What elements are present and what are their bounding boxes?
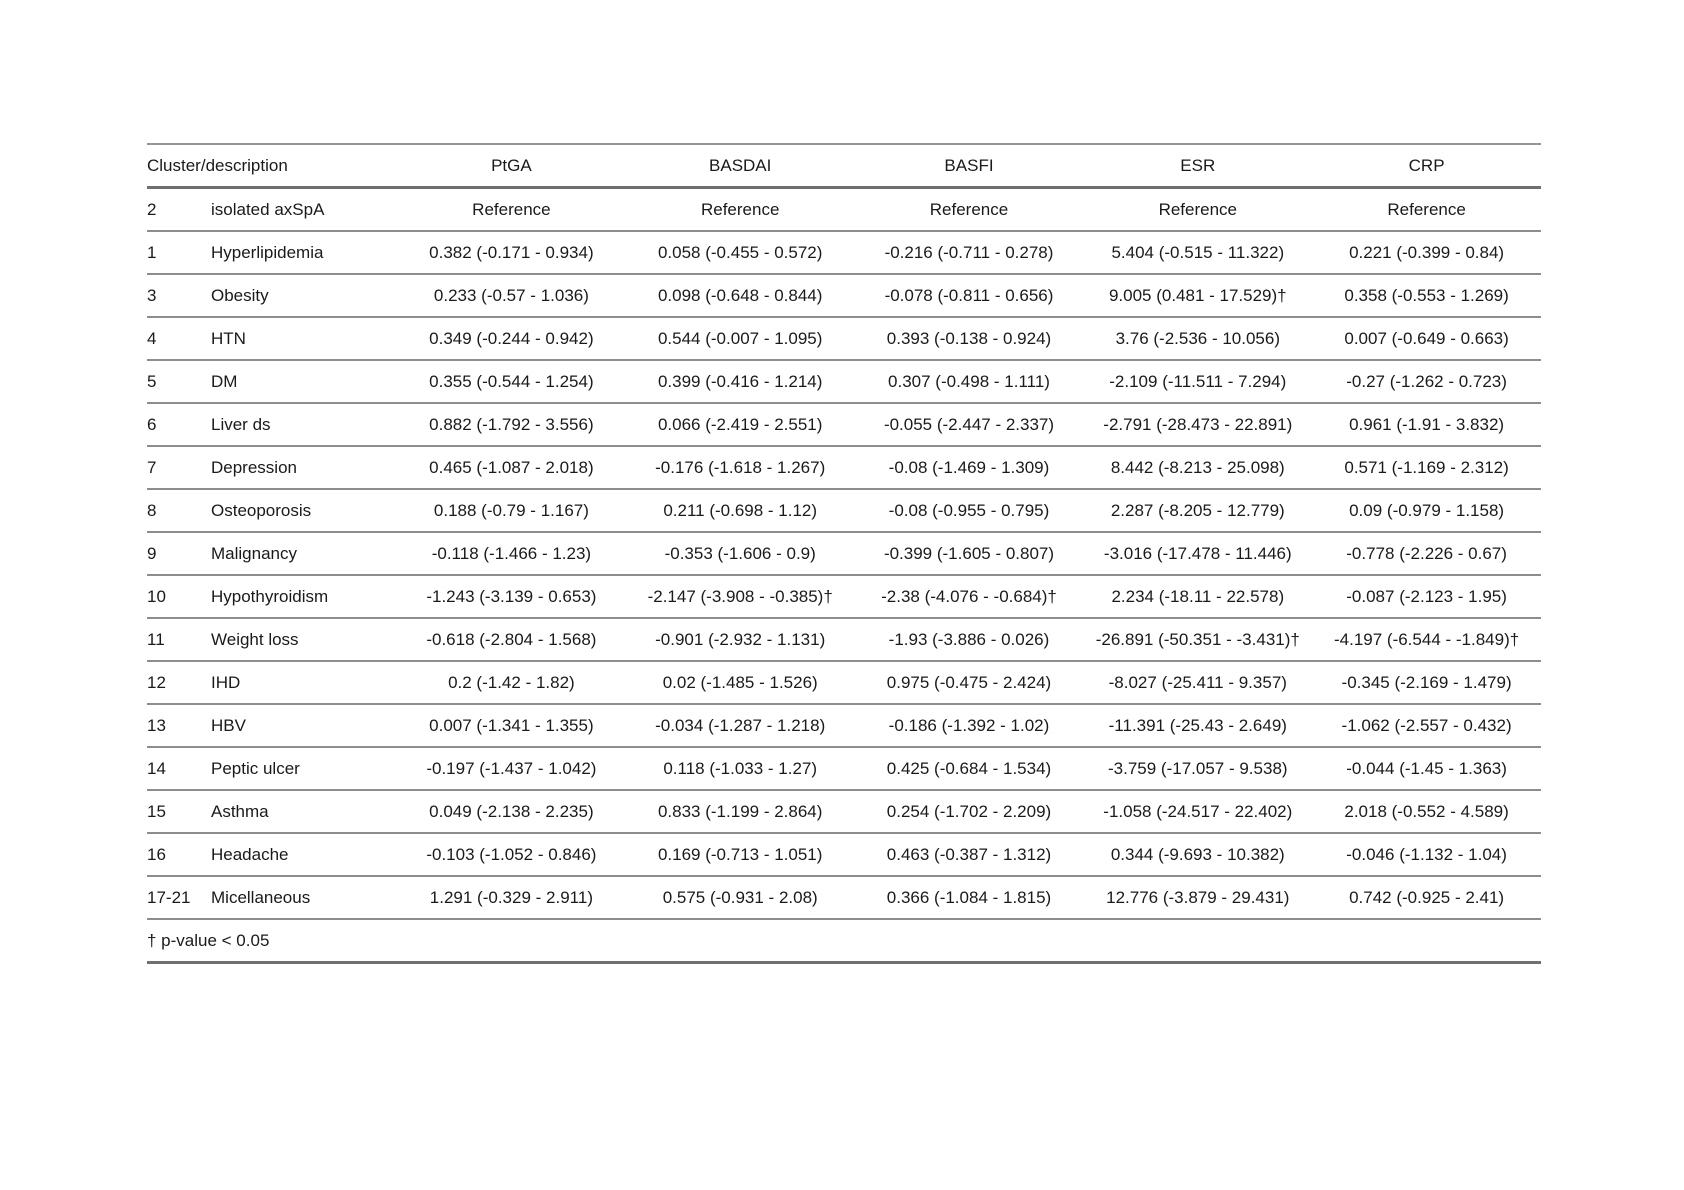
cluster-number: 1 (147, 242, 157, 262)
cluster-description: Osteoporosis (211, 500, 312, 520)
cluster-number: 16 (147, 844, 166, 864)
value-cell-crp: -0.27 (-1.262 - 0.723) (1346, 371, 1507, 391)
footnote-text: † p-value < 0.05 (147, 930, 270, 950)
value-cell-basfi: -0.399 (-1.605 - 0.807) (883, 543, 1055, 563)
value-cell-basfi: 0.975 (-0.475 - 2.424) (886, 672, 1052, 692)
value-cell-basdai: 0.544 (-0.007 - 1.095) (657, 328, 823, 348)
table-row (147, 188, 1541, 232)
stats-table (147, 143, 1541, 964)
cluster-description: IHD (211, 672, 241, 692)
cluster-description: Hyperlipidemia (211, 242, 324, 262)
comorbidity-regression-table (147, 143, 1541, 964)
value-cell-basfi: Reference (929, 199, 1009, 219)
value-cell-crp: 0.358 (-0.553 - 1.269) (1344, 285, 1509, 305)
cluster-number: 4 (147, 328, 157, 348)
cluster-number: 10 (147, 586, 166, 606)
value-cell-basfi: 0.463 (-0.387 - 1.312) (886, 844, 1052, 864)
header-cluster-description: Cluster/description (147, 155, 288, 175)
header-measure-ptga: PtGA (491, 155, 532, 175)
table-header (147, 144, 1541, 188)
value-cell-basfi: -0.055 (-2.447 - 2.337) (883, 414, 1055, 434)
value-cell-crp: 0.742 (-0.925 - 2.41) (1349, 887, 1505, 907)
value-cell-basfi: -0.08 (-1.469 - 1.309) (888, 457, 1050, 477)
value-cell-basdai: 0.211 (-0.698 - 1.12) (663, 500, 818, 520)
cluster-number: 2 (147, 199, 157, 219)
value-cell-esr: -2.109 (-11.511 - 7.294) (1109, 371, 1287, 391)
cluster-number: 7 (147, 457, 157, 477)
value-cell-ptga: 0.007 (-1.341 - 1.355) (429, 715, 594, 735)
value-cell-ptga: 0.188 (-0.79 - 1.167) (433, 500, 589, 520)
value-cell-ptga: -0.618 (-2.804 - 1.568) (426, 629, 597, 649)
value-cell-esr: -3.016 (-17.478 - 11.446) (1103, 543, 1292, 563)
cluster-number: 5 (147, 371, 157, 391)
value-cell-basdai: 0.575 (-0.931 - 2.08) (662, 887, 818, 907)
table-row (147, 618, 1541, 661)
value-cell-ptga: 0.349 (-0.244 - 0.942) (429, 328, 594, 348)
value-cell-esr: 2.234 (-18.11 - 22.578) (1111, 586, 1285, 606)
value-cell-basfi: 0.307 (-0.498 - 1.111) (888, 371, 1050, 391)
table-body (147, 188, 1541, 920)
table-row (147, 790, 1541, 833)
value-cell-esr: Reference (1158, 199, 1237, 219)
value-cell-crp: 0.961 (-1.91 - 3.832) (1349, 414, 1505, 434)
value-cell-esr: 8.442 (-8.213 - 25.098) (1110, 457, 1285, 477)
value-cell-esr: 0.344 (-9.693 - 10.382) (1110, 844, 1285, 864)
value-cell-basdai: -2.147 (-3.908 - -0.385)† (647, 586, 833, 606)
value-cell-basdai: 0.169 (-0.713 - 1.051) (657, 844, 823, 864)
header-measure-basdai: BASDAI (709, 155, 772, 175)
value-cell-crp: 0.221 (-0.399 - 0.84) (1349, 242, 1505, 262)
value-cell-ptga: 0.465 (-1.087 - 2.018) (429, 457, 594, 477)
value-cell-basdai: 0.066 (-2.419 - 2.551) (657, 414, 823, 434)
value-cell-esr: 12.776 (-3.879 - 29.431) (1106, 887, 1290, 907)
value-cell-ptga: 0.2 (-1.42 - 1.82) (448, 672, 575, 692)
value-cell-basfi: -0.216 (-0.711 - 0.278) (884, 242, 1054, 262)
table-row (147, 747, 1541, 790)
value-cell-esr: -2.791 (-28.473 - 22.891) (1103, 414, 1293, 434)
table-row (147, 575, 1541, 618)
footnote-row (147, 919, 1541, 963)
cluster-number: 6 (147, 414, 157, 434)
cluster-description: isolated axSpA (211, 199, 325, 219)
value-cell-esr: 2.287 (-8.205 - 12.779) (1110, 500, 1285, 520)
header-measure-crp: CRP (1408, 155, 1445, 175)
value-cell-basfi: 0.366 (-1.084 - 1.815) (886, 887, 1052, 907)
value-cell-crp: -1.062 (-2.557 - 0.432) (1341, 715, 1512, 735)
value-cell-basdai: -0.176 (-1.618 - 1.267) (655, 457, 826, 477)
value-cell-ptga: Reference (472, 199, 551, 219)
cluster-number: 13 (147, 715, 166, 735)
cluster-number: 9 (147, 543, 157, 563)
value-cell-esr: 3.76 (-2.536 - 10.056) (1115, 328, 1281, 348)
value-cell-crp: 0.09 (-0.979 - 1.158) (1349, 500, 1505, 520)
value-cell-esr: -11.391 (-25.43 - 2.649) (1108, 715, 1287, 735)
cluster-number: 8 (147, 500, 157, 520)
value-cell-ptga: 0.233 (-0.57 - 1.036) (433, 285, 589, 305)
cluster-description: Micellaneous (211, 887, 311, 907)
cluster-number: 11 (147, 629, 165, 649)
value-cell-ptga: -0.103 (-1.052 - 0.846) (426, 844, 597, 864)
value-cell-basdai: 0.058 (-0.455 - 0.572) (657, 242, 823, 262)
value-cell-basdai: 0.118 (-1.033 - 1.27) (663, 758, 818, 778)
header-measure-esr: ESR (1180, 155, 1216, 175)
cluster-number: 17-21 (147, 887, 191, 907)
value-cell-ptga: 0.382 (-0.171 - 0.934) (429, 242, 594, 262)
value-cell-esr: -3.759 (-17.057 - 9.538) (1108, 758, 1288, 778)
value-cell-esr: 5.404 (-0.515 - 11.322) (1111, 242, 1285, 262)
value-cell-ptga: 0.882 (-1.792 - 3.556) (429, 414, 594, 434)
value-cell-ptga: -0.197 (-1.437 - 1.042) (426, 758, 597, 778)
value-cell-crp: -0.046 (-1.132 - 1.04) (1346, 844, 1507, 864)
value-cell-esr: 9.005 (0.481 - 17.529)† (1108, 285, 1287, 305)
value-cell-ptga: 1.291 (-0.329 - 2.911) (429, 887, 593, 907)
value-cell-basfi: -2.38 (-4.076 - -0.684)† (881, 586, 1057, 606)
value-cell-esr: -1.058 (-24.517 - 22.402) (1103, 801, 1293, 821)
table-row (147, 403, 1541, 446)
cluster-description: Hypothyroidism (211, 586, 329, 606)
value-cell-ptga: -0.118 (-1.466 - 1.23) (431, 543, 592, 563)
table-row (147, 446, 1541, 489)
table-row (147, 661, 1541, 704)
value-cell-basdai: -0.901 (-2.932 - 1.131) (655, 629, 826, 649)
value-cell-esr: -26.891 (-50.351 - -3.431)† (1095, 629, 1300, 649)
value-cell-basdai: 0.833 (-1.199 - 2.864) (657, 801, 823, 821)
cluster-description: Obesity (211, 285, 269, 305)
cluster-description: Liver ds (211, 414, 271, 434)
cluster-description: Headache (211, 844, 289, 864)
value-cell-crp: Reference (1387, 199, 1466, 219)
table-row (147, 532, 1541, 575)
cluster-number: 15 (147, 801, 166, 821)
value-cell-basfi: -0.078 (-0.811 - 0.656) (884, 285, 1054, 305)
value-cell-crp: -0.087 (-2.123 - 1.95) (1346, 586, 1507, 606)
cluster-description: Asthma (211, 801, 269, 821)
cluster-description: Weight loss (211, 629, 299, 649)
value-cell-basdai: Reference (700, 199, 780, 219)
table-row (147, 704, 1541, 747)
table-row (147, 360, 1541, 403)
cluster-number: 14 (147, 758, 166, 778)
cluster-description: HBV (211, 715, 246, 735)
value-cell-basfi: 0.425 (-0.684 - 1.534) (886, 758, 1052, 778)
value-cell-basdai: -0.034 (-1.287 - 1.218) (655, 715, 826, 735)
value-cell-basdai: 0.399 (-0.416 - 1.214) (657, 371, 823, 391)
value-cell-crp: -0.778 (-2.226 - 0.67) (1346, 543, 1507, 563)
value-cell-basdai: 0.098 (-0.648 - 0.844) (657, 285, 823, 305)
cluster-description: Peptic ulcer (211, 758, 300, 778)
value-cell-basdai: -0.353 (-1.606 - 0.9) (664, 543, 816, 563)
value-cell-crp: -4.197 (-6.544 - -1.849)† (1333, 629, 1520, 649)
header-measure-basfi: BASFI (944, 155, 994, 175)
value-cell-basfi: -0.186 (-1.392 - 1.02) (888, 715, 1050, 735)
value-cell-crp: 0.571 (-1.169 - 2.312) (1344, 457, 1509, 477)
cluster-description: HTN (211, 328, 246, 348)
value-cell-basfi: 0.254 (-1.702 - 2.209) (886, 801, 1052, 821)
value-cell-esr: -8.027 (-25.411 - 9.357) (1108, 672, 1287, 692)
value-cell-basdai: 0.02 (-1.485 - 1.526) (662, 672, 818, 692)
cluster-description: DM (211, 371, 238, 391)
value-cell-basfi: 0.393 (-0.138 - 0.924) (886, 328, 1052, 348)
value-cell-basfi: -0.08 (-0.955 - 0.795) (888, 500, 1050, 520)
cluster-description: Depression (211, 457, 297, 477)
value-cell-crp: 0.007 (-0.649 - 0.663) (1344, 328, 1509, 348)
cluster-description: Malignancy (211, 543, 297, 563)
value-cell-basfi: -1.93 (-3.886 - 0.026) (888, 629, 1050, 649)
header-row (147, 144, 1541, 188)
value-cell-ptga: -1.243 (-3.139 - 0.653) (426, 586, 597, 606)
table-row (147, 231, 1541, 274)
table-row (147, 876, 1541, 919)
value-cell-crp: -0.345 (-2.169 - 1.479) (1341, 672, 1512, 692)
table-row (147, 833, 1541, 876)
value-cell-ptga: 0.049 (-2.138 - 2.235) (429, 801, 594, 821)
cluster-number: 12 (147, 672, 166, 692)
value-cell-crp: 2.018 (-0.552 - 4.589) (1344, 801, 1509, 821)
table-row (147, 489, 1541, 532)
table-row (147, 274, 1541, 317)
value-cell-crp: -0.044 (-1.45 - 1.363) (1346, 758, 1507, 778)
cluster-number: 3 (147, 285, 157, 305)
value-cell-ptga: 0.355 (-0.544 - 1.254) (429, 371, 594, 391)
table-row (147, 317, 1541, 360)
